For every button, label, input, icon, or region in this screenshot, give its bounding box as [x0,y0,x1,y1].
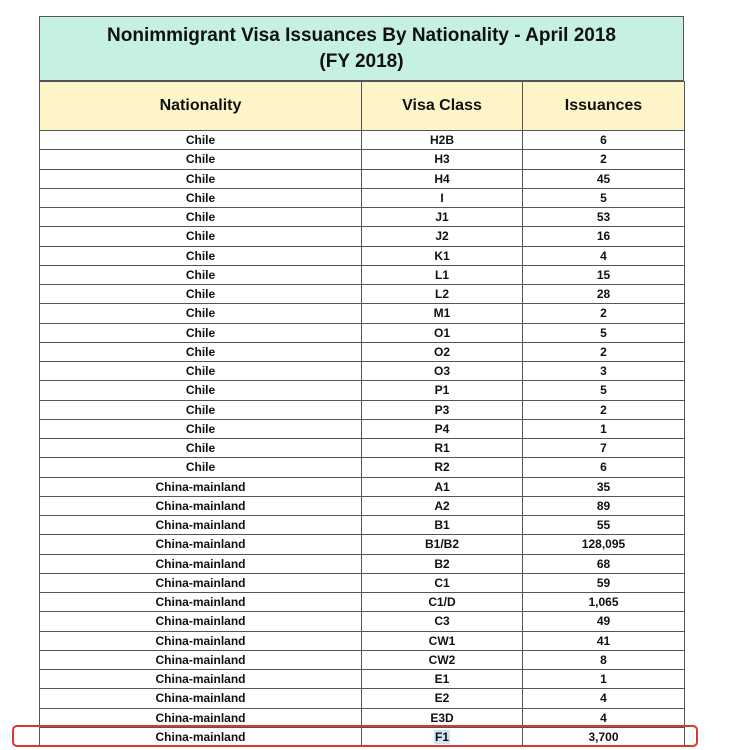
visa-class-cell: P4 [362,419,523,438]
visa-class-cell: K1 [362,246,523,265]
visa-class-cell: O3 [362,362,523,381]
nationality-cell: Chile [40,458,362,477]
nationality-cell: China-mainland [40,554,362,573]
nationality-cell: China-mainland [40,496,362,515]
header-issuances: Issuances [523,82,685,131]
visa-class-cell: M1 [362,304,523,323]
nationality-cell: China-mainland [40,650,362,669]
table-row [40,285,685,304]
visa-class-cell: I [362,188,523,207]
nationality-cell: Chile [40,227,362,246]
issuances-cell: 53 [523,208,685,227]
issuances-cell: 4 [523,246,685,265]
nationality-cell: China-mainland [40,689,362,708]
nationality-cell: China-mainland [40,535,362,554]
highlight-box [12,725,698,747]
nationality-cell: Chile [40,131,362,150]
visa-class-cell: C1/D [362,593,523,612]
visa-class-cell: J1 [362,208,523,227]
table-row [40,535,685,554]
header-row [40,82,685,131]
title-line-2: (FY 2018) [319,50,404,72]
nationality-cell: Chile [40,323,362,342]
issuances-cell: 6 [523,131,685,150]
visa-class-cell: E3D [362,708,523,727]
nationality-cell: China-mainland [40,631,362,650]
table-row [40,400,685,419]
table-row [40,188,685,207]
issuances-cell: 1 [523,670,685,689]
issuances-cell: 16 [523,227,685,246]
nationality-cell: Chile [40,381,362,400]
issuances-cell: 3 [523,362,685,381]
nationality-cell: Chile [40,400,362,419]
issuances-cell: 5 [523,188,685,207]
header-visa-class: Visa Class [362,82,523,131]
nationality-cell: China-mainland [40,593,362,612]
nationality-cell: Chile [40,188,362,207]
nationality-cell: Chile [40,265,362,284]
issuances-cell: 35 [523,477,685,496]
issuances-cell: 15 [523,265,685,284]
nationality-cell: China-mainland [40,727,362,746]
issuances-cell: 28 [523,285,685,304]
visa-class-cell: B1/B2 [362,535,523,554]
table-row [40,593,685,612]
table-row [40,458,685,477]
table-row [40,381,685,400]
issuance-table [39,81,685,747]
issuances-cell: 6 [523,458,685,477]
table-row [40,227,685,246]
nationality-cell: Chile [40,285,362,304]
visa-class-cell: H3 [362,150,523,169]
table-row [40,496,685,515]
visa-class-cell: H4 [362,169,523,188]
nationality-cell: Chile [40,439,362,458]
visa-class-cell: J2 [362,227,523,246]
nationality-cell: Chile [40,169,362,188]
issuances-cell: 7 [523,439,685,458]
table-row [40,439,685,458]
table-row [40,631,685,650]
nationality-cell: Chile [40,342,362,361]
nationality-cell: Chile [40,208,362,227]
table-row [40,304,685,323]
table-row [40,477,685,496]
nationality-cell: China-mainland [40,573,362,592]
visa-class-cell: R1 [362,439,523,458]
table-row [40,362,685,381]
table-row [40,612,685,631]
visa-class-cell: P1 [362,381,523,400]
table-row [40,208,685,227]
table-row [40,246,685,265]
nationality-cell: Chile [40,150,362,169]
issuances-cell: 5 [523,381,685,400]
issuances-cell: 1,065 [523,593,685,612]
nationality-cell: Chile [40,304,362,323]
nationality-cell: China-mainland [40,516,362,535]
table-row [40,150,685,169]
visa-class-cell: R2 [362,458,523,477]
table-row [40,554,685,573]
visa-class-cell: B2 [362,554,523,573]
table-row [40,689,685,708]
table-row [40,516,685,535]
table-title [39,16,684,81]
table-row [40,169,685,188]
issuances-cell: 41 [523,631,685,650]
visa-class-cell: A1 [362,477,523,496]
issuances-cell: 45 [523,169,685,188]
visa-class-cell: CW2 [362,650,523,669]
issuances-cell: 2 [523,342,685,361]
issuances-cell: 2 [523,400,685,419]
issuances-cell: 128,095 [523,535,685,554]
issuances-cell: 4 [523,708,685,727]
selected-text: F1 [434,729,449,744]
issuances-cell: 89 [523,496,685,515]
issuances-cell: 68 [523,554,685,573]
issuances-cell: 2 [523,150,685,169]
table-row [40,650,685,669]
issuances-cell: 4 [523,689,685,708]
visa-class-cell: E2 [362,689,523,708]
issuances-cell: 5 [523,323,685,342]
nationality-cell: China-mainland [40,612,362,631]
table-row [40,265,685,284]
nationality-cell: Chile [40,246,362,265]
nationality-cell: China-mainland [40,708,362,727]
table-row [40,419,685,438]
table-row [40,573,685,592]
visa-class-cell: H2B [362,131,523,150]
table-body [40,131,685,747]
issuances-cell: 59 [523,573,685,592]
issuances-cell: 49 [523,612,685,631]
visa-class-cell: O2 [362,342,523,361]
visa-class-cell: E1 [362,670,523,689]
visa-class-cell: C1 [362,573,523,592]
title-line-1: Nonimmigrant Visa Issuances By Nationality - April 2018 [107,24,616,46]
table-row [40,131,685,150]
nationality-cell: Chile [40,419,362,438]
nationality-cell: China-mainland [40,477,362,496]
table-row [40,670,685,689]
nationality-cell: China-mainland [40,670,362,689]
visa-class-cell: A2 [362,496,523,515]
issuances-cell: 55 [523,516,685,535]
visa-class-cell: L2 [362,285,523,304]
visa-class-cell: CW1 [362,631,523,650]
header-nationality: Nationality [40,82,362,131]
issuances-cell: 1 [523,419,685,438]
visa-issuance-sheet [39,16,684,747]
issuances-cell: 3,700 [523,727,685,746]
visa-class-cell: L1 [362,265,523,284]
issuances-cell: 8 [523,650,685,669]
nationality-cell: Chile [40,362,362,381]
visa-class-cell: P3 [362,400,523,419]
table-row [40,323,685,342]
visa-class-cell: O1 [362,323,523,342]
visa-class-cell: C3 [362,612,523,631]
issuances-cell: 2 [523,304,685,323]
visa-class-cell: B1 [362,516,523,535]
table-row [40,342,685,361]
